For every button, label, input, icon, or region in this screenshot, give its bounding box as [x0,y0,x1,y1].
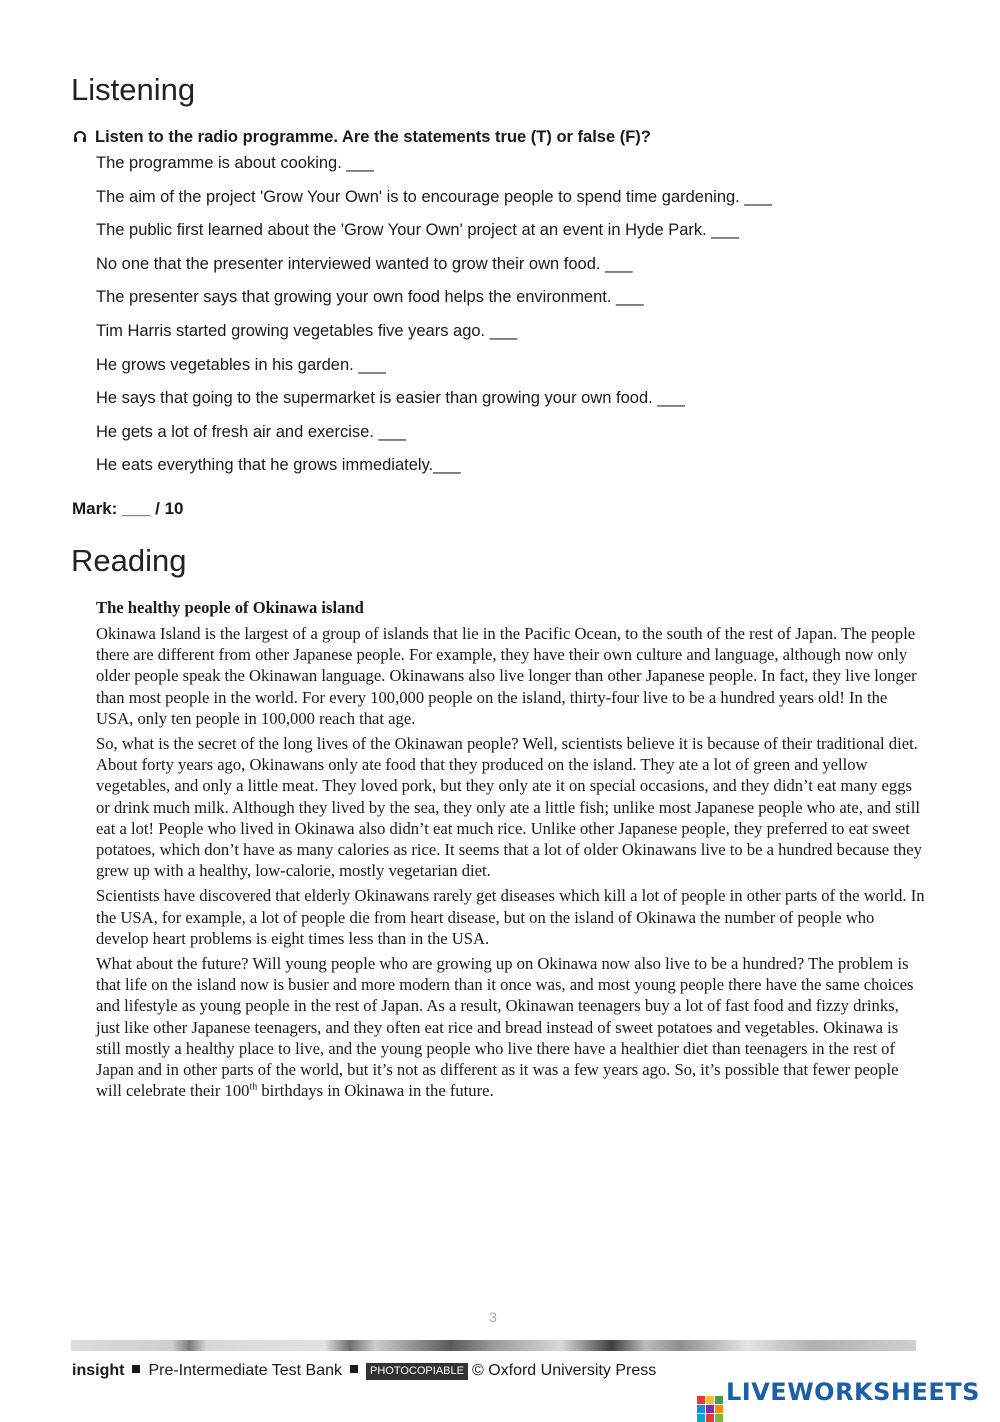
statement-item: He eats everything that he grows immediately.___ [96,456,461,475]
article-title: The healthy people of Okinawa island [96,598,364,617]
listening-instruction [73,127,651,147]
square-bullet-icon [350,1365,358,1373]
tiles-icon [697,1396,723,1422]
article-paragraph: Scientists have discovered that elderly Okinawans rarely get diseases which kill a lot of people in other parts of the world. In the USA, for example, a lot of people die from heart disease, but on the island of Okinawa the number of people who develop heart problems is eight times less than in the USA. [96,886,925,948]
page-number: 3 [489,1309,497,1325]
instruction-text: Listen to the radio programme. Are the statements true (T) or false (F)? [95,128,651,146]
paragraph-text: birthdays in Okinawa in the future. [257,1081,494,1101]
reading-article [96,597,926,1105]
statement-item: He gets a lot of fresh air and exercise. ___ [96,422,407,441]
reading-heading: Reading [71,543,187,578]
statement-item: He says that going to the supermarket is easier than growing your own food. ___ [96,389,685,408]
footer-level: Pre-Intermediate Test Bank [148,1362,343,1379]
footer-publisher: © Oxford University Press [471,1362,657,1379]
footer-brand: insight [72,1362,125,1379]
statement-item: No one that the presenter interviewed wanted to grow their own food. ___ [96,254,633,273]
statement-item: The programme is about cooking. ___ [96,154,374,172]
photocopiable-badge: PHOTOCOPIABLE [366,1363,468,1380]
article-paragraph [96,953,926,1101]
square-bullet-icon [132,1365,140,1373]
liveworksheets-logo[interactable] [697,1378,980,1408]
footer-credits [72,1361,656,1381]
footer-photo-strip [71,1340,916,1351]
article-paragraph: So, what is the secret of the long lives of the Okinawan people? Well, scientists believe it is because of their traditional diet. About forty years ago, Okinawans only ate food that they produced on the island. They ate a lot of green and yellow vegetables, and only a little meat. They loved pork, but they only ate it on special occasions, and they didn’t eat many eggs or drink much milk. Although they lived by the sea, they only ate a little fish; unlike most Japanese people who ate, and still eat a lot! People who lived in Okinawa also didn’t eat much rice. Unlike other Japanese people, they preferred to eat sweet potatoes, which don’t have as many calories as rice. It seems that a lot of older Okinawans live to be a hundred because they grew up with a healthy, low-calorie, mostly vegetarian diet. [96,734,922,881]
statement-item: The presenter says that growing your own food helps the environment. ___ [96,288,644,307]
statement-item: The aim of the project 'Grow Your Own' is to encourage people to spend time gardening. ___ [96,187,772,206]
listening-heading: Listening [71,72,196,107]
statement-list [96,153,772,489]
audio-icon[interactable] [73,129,87,143]
statement-item: He grows vegetables in his garden. ___ [96,355,386,374]
paragraph-text: What about the future? Will young people who are growing up on Okinawa now also live to be a hundred? The problem is that life on the island now is busier and more modern than it once was, and most young people there have the same choices and lifestyle as young people in the rest of Japan. As a result, Okinawan teenagers buy a lot of fast food and fizzy drinks, just like other Japanese teenagers, and they often eat rice and bread instead of sweet potatoes and vegetables. Okinawa is still mostly a healthy place to live, and the young people who live there have a healthier diet than teenagers in the rest of Japan and in other parts of the world, but it’s not as different as it was a few years ago. So, it’s possible that fewer people will celebrate their 100 [96,954,914,1101]
ordinal-superscript: th [249,1081,258,1093]
logo-text: LIVEWORKSHEETS [726,1378,980,1406]
listening-mark: Mark: ___ / 10 [72,499,184,518]
article-paragraph: Okinawa Island is the largest of a group of islands that lie in the Pacific Ocean, to the south of the rest of Japan. The people there are different from other Japanese people. For example, they have their own culture and language, although now only older people speak the Okinawan language. Okinawans also live longer than other Japanese people. In fact, they live longer than most people in the world. For every 100,000 people on the island, thirty-four live to be a hundred years old! In the USA, only ten people in 100,000 reach that age. [96,624,917,728]
statement-item: The public first learned about the 'Grow Your Own' project at an event in Hyde Park. ___ [96,221,739,240]
statement-item: Tim Harris started growing vegetables five years ago. ___ [96,321,518,340]
